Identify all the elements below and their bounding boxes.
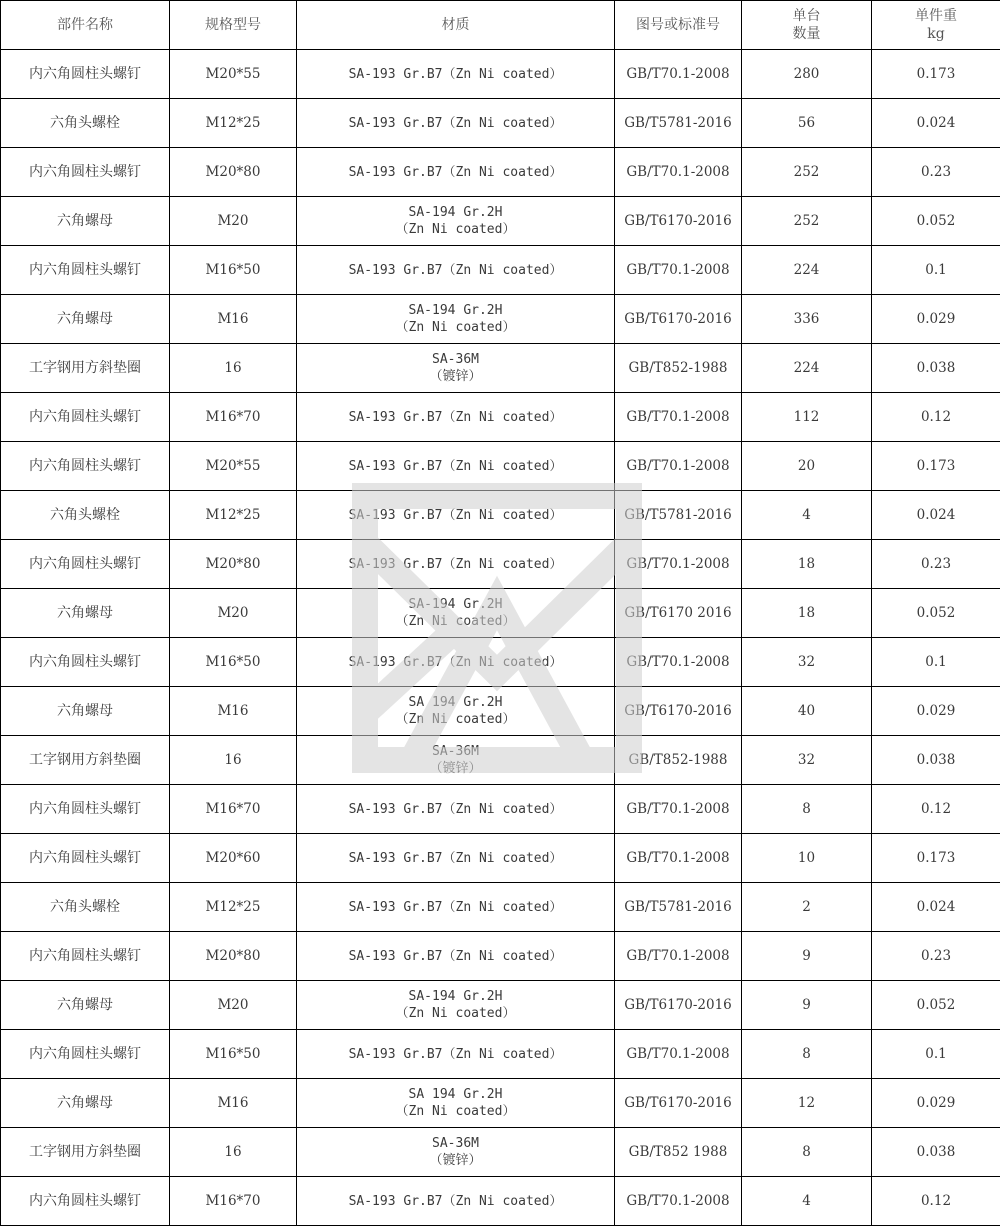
cell-material	[297, 1030, 615, 1079]
material-line1: SA-193 Gr.B7（Zn Ni coated）	[348, 948, 563, 964]
cell-part-name: 内六角圆柱头螺钉	[1, 50, 170, 99]
cell-spec: M16*50	[170, 246, 297, 295]
cell-standard: GB/T70.1-2008	[615, 1030, 742, 1079]
cell-standard: GB/T70.1-2008	[615, 393, 742, 442]
cell-quantity: 56	[742, 99, 872, 148]
header-quantity-line1: 单台	[792, 8, 821, 24]
material-line1: SA-36M	[432, 352, 479, 367]
cell-standard: GB/T5781-2016	[615, 883, 742, 932]
cell-part-name: 内六角圆柱头螺钉	[1, 148, 170, 197]
cell-spec: M16*70	[170, 785, 297, 834]
cell-material	[297, 638, 615, 687]
table-row	[1, 246, 1000, 295]
cell-spec: M16*70	[170, 1177, 297, 1226]
cell-spec: M20	[170, 197, 297, 246]
cell-part-name: 六角螺母	[1, 1079, 170, 1128]
cell-quantity: 8	[742, 785, 872, 834]
table-row	[1, 491, 1000, 540]
material-line2: （Zn Ni coated）	[395, 614, 516, 629]
material-line1: SA-193 Gr.B7（Zn Ni coated）	[348, 556, 563, 572]
cell-unit-weight: 0.173	[872, 442, 1000, 491]
cell-unit-weight: 0.029	[872, 1079, 1000, 1128]
cell-quantity: 9	[742, 981, 872, 1030]
cell-quantity: 32	[742, 736, 872, 785]
table-row	[1, 99, 1000, 148]
header-standard: 图号或标准号	[615, 1, 742, 50]
material-line1: SA-193 Gr.B7（Zn Ni coated）	[348, 801, 563, 817]
cell-material	[297, 99, 615, 148]
cell-spec: M20*55	[170, 50, 297, 99]
table-row	[1, 540, 1000, 589]
cell-spec: M16*50	[170, 1030, 297, 1079]
cell-material	[297, 736, 615, 785]
cell-quantity: 12	[742, 1079, 872, 1128]
material-line2: （镀锌）	[429, 1153, 482, 1168]
cell-material	[297, 785, 615, 834]
cell-material	[297, 442, 615, 491]
cell-material	[297, 883, 615, 932]
header-unit-weight-line1: 单件重	[915, 8, 957, 24]
cell-spec: M20*55	[170, 442, 297, 491]
cell-standard: GB/T6170-2016	[615, 687, 742, 736]
cell-spec: M20*80	[170, 932, 297, 981]
cell-material	[297, 295, 615, 344]
cell-unit-weight: 0.12	[872, 1177, 1000, 1226]
cell-spec: M12*25	[170, 491, 297, 540]
cell-part-name: 内六角圆柱头螺钉	[1, 1177, 170, 1226]
table-row	[1, 148, 1000, 197]
cell-standard: GB/T852 1988	[615, 1128, 742, 1177]
cell-unit-weight: 0.024	[872, 883, 1000, 932]
cell-material	[297, 1128, 615, 1177]
cell-part-name: 六角螺母	[1, 981, 170, 1030]
cell-standard: GB/T70.1-2008	[615, 50, 742, 99]
cell-spec: M16	[170, 687, 297, 736]
cell-unit-weight: 0.1	[872, 1030, 1000, 1079]
cell-spec: M12*25	[170, 99, 297, 148]
cell-material	[297, 491, 615, 540]
cell-material	[297, 932, 615, 981]
material-line2: （Zn Ni coated）	[395, 222, 516, 237]
cell-material	[297, 1177, 615, 1226]
cell-standard: GB/T70.1-2008	[615, 1177, 742, 1226]
cell-standard: GB/T70.1-2008	[615, 638, 742, 687]
material-line1: SA-193 Gr.B7（Zn Ni coated）	[348, 1193, 563, 1209]
header-part-name: 部件名称	[1, 1, 170, 50]
cell-quantity: 252	[742, 197, 872, 246]
table-row	[1, 834, 1000, 883]
material-line1: SA-193 Gr.B7（Zn Ni coated）	[348, 458, 563, 474]
cell-part-name: 六角头螺栓	[1, 99, 170, 148]
cell-quantity: 9	[742, 932, 872, 981]
material-line1: SA-193 Gr.B7（Zn Ni coated）	[348, 262, 563, 278]
cell-spec: M16*50	[170, 638, 297, 687]
cell-material	[297, 834, 615, 883]
table-row	[1, 736, 1000, 785]
cell-spec: M20	[170, 589, 297, 638]
cell-standard: GB/T6170-2016	[615, 295, 742, 344]
cell-spec: M16*70	[170, 393, 297, 442]
cell-unit-weight: 0.23	[872, 540, 1000, 589]
cell-standard: GB/T70.1-2008	[615, 785, 742, 834]
material-line1: SA-193 Gr.B7（Zn Ni coated）	[348, 66, 563, 82]
cell-material	[297, 393, 615, 442]
material-line2: （Zn Ni coated）	[395, 712, 516, 727]
cell-standard: GB/T6170 2016	[615, 589, 742, 638]
table-row	[1, 344, 1000, 393]
cell-quantity: 8	[742, 1128, 872, 1177]
cell-standard: GB/T6170-2016	[615, 197, 742, 246]
cell-unit-weight: 0.052	[872, 197, 1000, 246]
header-spec: 规格型号	[170, 1, 297, 50]
table-row	[1, 442, 1000, 491]
cell-standard: GB/T70.1-2008	[615, 540, 742, 589]
material-line1: SA-193 Gr.B7（Zn Ni coated）	[348, 1046, 563, 1062]
cell-quantity: 280	[742, 50, 872, 99]
cell-part-name: 内六角圆柱头螺钉	[1, 785, 170, 834]
cell-standard: GB/T70.1-2008	[615, 834, 742, 883]
cell-quantity: 252	[742, 148, 872, 197]
table-row	[1, 1079, 1000, 1128]
cell-material	[297, 540, 615, 589]
cell-unit-weight: 0.029	[872, 295, 1000, 344]
cell-quantity: 4	[742, 491, 872, 540]
header-quantity	[742, 1, 872, 50]
table-row	[1, 589, 1000, 638]
cell-part-name: 六角螺母	[1, 197, 170, 246]
cell-unit-weight: 0.038	[872, 736, 1000, 785]
table-row	[1, 932, 1000, 981]
cell-standard: GB/T70.1-2008	[615, 932, 742, 981]
material-line1: SA-193 Gr.B7（Zn Ni coated）	[348, 654, 563, 670]
table-row	[1, 785, 1000, 834]
cell-spec: 16	[170, 736, 297, 785]
cell-part-name: 工字钢用方斜垫圈	[1, 344, 170, 393]
cell-quantity: 18	[742, 589, 872, 638]
material-line1: SA-194 Gr.2H	[408, 989, 503, 1004]
cell-quantity: 224	[742, 344, 872, 393]
table-row	[1, 1177, 1000, 1226]
cell-spec: M20*60	[170, 834, 297, 883]
cell-quantity: 8	[742, 1030, 872, 1079]
cell-quantity: 40	[742, 687, 872, 736]
header-quantity-line2: 数量	[792, 26, 821, 42]
cell-standard: GB/T70.1-2008	[615, 246, 742, 295]
cell-material	[297, 246, 615, 295]
cell-part-name: 六角螺母	[1, 589, 170, 638]
material-line1: SA-193 Gr.B7（Zn Ni coated）	[348, 115, 563, 131]
cell-part-name: 内六角圆柱头螺钉	[1, 638, 170, 687]
cell-part-name: 内六角圆柱头螺钉	[1, 442, 170, 491]
cell-part-name: 内六角圆柱头螺钉	[1, 834, 170, 883]
cell-unit-weight: 0.052	[872, 589, 1000, 638]
cell-spec: 16	[170, 344, 297, 393]
cell-unit-weight: 0.029	[872, 687, 1000, 736]
cell-spec: M16	[170, 1079, 297, 1128]
cell-unit-weight: 0.12	[872, 785, 1000, 834]
cell-part-name: 工字钢用方斜垫圈	[1, 1128, 170, 1177]
cell-part-name: 内六角圆柱头螺钉	[1, 1030, 170, 1079]
cell-part-name: 六角螺母	[1, 687, 170, 736]
table-row	[1, 1030, 1000, 1079]
cell-part-name: 内六角圆柱头螺钉	[1, 393, 170, 442]
cell-material	[297, 1079, 615, 1128]
material-line1: SA-193 Gr.B7（Zn Ni coated）	[348, 899, 563, 915]
cell-quantity: 10	[742, 834, 872, 883]
cell-standard: GB/T6170-2016	[615, 1079, 742, 1128]
cell-unit-weight: 0.052	[872, 981, 1000, 1030]
material-line2: （镀锌）	[429, 369, 482, 384]
material-line1: SA-193 Gr.B7（Zn Ni coated）	[348, 507, 563, 523]
cell-part-name: 工字钢用方斜垫圈	[1, 736, 170, 785]
cell-part-name: 六角头螺栓	[1, 883, 170, 932]
table-row	[1, 883, 1000, 932]
material-line1: SA-193 Gr.B7（Zn Ni coated）	[348, 164, 563, 180]
table-body	[1, 50, 1000, 1226]
cell-unit-weight: 0.038	[872, 1128, 1000, 1177]
cell-part-name: 内六角圆柱头螺钉	[1, 540, 170, 589]
cell-unit-weight: 0.173	[872, 834, 1000, 883]
material-line2: （Zn Ni coated）	[395, 1006, 516, 1021]
cell-quantity: 18	[742, 540, 872, 589]
header-unit-weight	[872, 1, 1000, 50]
table-row	[1, 687, 1000, 736]
cell-unit-weight: 0.23	[872, 932, 1000, 981]
cell-spec: M12*25	[170, 883, 297, 932]
cell-unit-weight: 0.038	[872, 344, 1000, 393]
cell-quantity: 32	[742, 638, 872, 687]
material-line1: SA 194 Gr.2H	[408, 695, 503, 710]
table-row	[1, 981, 1000, 1030]
material-line1: SA-36M	[432, 1136, 479, 1151]
cell-quantity: 20	[742, 442, 872, 491]
cell-material	[297, 50, 615, 99]
cell-standard: GB/T852-1988	[615, 344, 742, 393]
material-line1: SA 194 Gr.2H	[408, 1087, 503, 1102]
cell-standard: GB/T6170-2016	[615, 981, 742, 1030]
cell-material	[297, 589, 615, 638]
cell-unit-weight: 0.1	[872, 638, 1000, 687]
material-line1: SA-194 Gr.2H	[408, 597, 503, 612]
table-row	[1, 1128, 1000, 1177]
header-unit-weight-line2: kg	[927, 26, 945, 42]
cell-unit-weight: 0.024	[872, 491, 1000, 540]
material-line1: SA-194 Gr.2H	[408, 205, 503, 220]
table-row	[1, 393, 1000, 442]
table-row	[1, 50, 1000, 99]
cell-unit-weight: 0.173	[872, 50, 1000, 99]
cell-quantity: 4	[742, 1177, 872, 1226]
cell-material	[297, 197, 615, 246]
cell-quantity: 112	[742, 393, 872, 442]
material-line2: （Zn Ni coated）	[395, 1104, 516, 1119]
material-line1: SA-194 Gr.2H	[408, 303, 503, 318]
cell-standard: GB/T70.1-2008	[615, 148, 742, 197]
header-row	[1, 1, 1000, 50]
cell-material	[297, 344, 615, 393]
cell-quantity: 336	[742, 295, 872, 344]
material-line1: SA-193 Gr.B7（Zn Ni coated）	[348, 850, 563, 866]
cell-unit-weight: 0.1	[872, 246, 1000, 295]
cell-part-name: 内六角圆柱头螺钉	[1, 932, 170, 981]
cell-quantity: 2	[742, 883, 872, 932]
cell-part-name: 六角头螺栓	[1, 491, 170, 540]
header-material: 材质	[297, 1, 615, 50]
cell-material	[297, 687, 615, 736]
table-row	[1, 197, 1000, 246]
cell-spec: 16	[170, 1128, 297, 1177]
cell-spec: M16	[170, 295, 297, 344]
cell-standard: GB/T70.1-2008	[615, 442, 742, 491]
material-line1: SA-36M	[432, 744, 479, 759]
cell-unit-weight: 0.024	[872, 99, 1000, 148]
cell-spec: M20	[170, 981, 297, 1030]
material-line1: SA-193 Gr.B7（Zn Ni coated）	[348, 409, 563, 425]
cell-spec: M20*80	[170, 540, 297, 589]
table-row	[1, 638, 1000, 687]
cell-part-name: 六角螺母	[1, 295, 170, 344]
cell-standard: GB/T5781-2016	[615, 99, 742, 148]
table-row	[1, 295, 1000, 344]
cell-quantity: 224	[742, 246, 872, 295]
cell-material	[297, 981, 615, 1030]
material-line2: （镀锌）	[429, 761, 482, 776]
cell-spec: M20*80	[170, 148, 297, 197]
cell-unit-weight: 0.23	[872, 148, 1000, 197]
cell-standard: GB/T852-1988	[615, 736, 742, 785]
cell-part-name: 内六角圆柱头螺钉	[1, 246, 170, 295]
cell-unit-weight: 0.12	[872, 393, 1000, 442]
material-line2: （Zn Ni coated）	[395, 320, 516, 335]
cell-standard: GB/T5781-2016	[615, 491, 742, 540]
cell-material	[297, 148, 615, 197]
